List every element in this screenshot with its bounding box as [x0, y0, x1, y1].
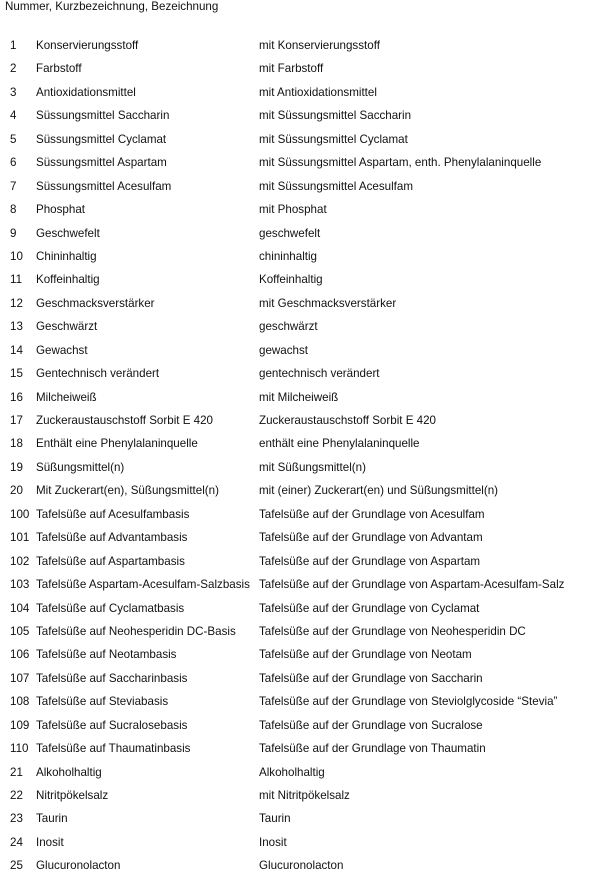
list-item [0, 620, 592, 643]
item-short-name: Tafelsüße auf Saccharinbasis [36, 671, 188, 685]
list-item [0, 386, 592, 409]
item-number: 6 [10, 156, 17, 170]
item-description: Tafelsüße auf der Grundlage von Cyclamat [259, 601, 480, 615]
item-number: 12 [10, 296, 23, 310]
item-description: Glucuronolacton [259, 859, 344, 873]
item-description: mit Phosphat [259, 203, 327, 217]
item-number: 16 [10, 390, 23, 404]
item-description: mit (einer) Zuckerart(en) und Süßungsmittel(n) [259, 484, 499, 498]
list-item [0, 526, 592, 549]
item-description: chininhaltig [259, 249, 318, 263]
item-short-name: Nitritpökelsalz [36, 789, 109, 802]
item-description: Koffeinhaltig [259, 273, 323, 287]
item-number: 11 [10, 273, 23, 287]
item-number: 3 [10, 85, 17, 99]
item-number: 21 [10, 765, 23, 779]
column-header: Nummer, Kurzbezeichnung, Bezeichnung [5, 0, 219, 13]
item-short-name: Süssungsmittel Cyclamat [36, 132, 167, 146]
item-description: Tafelsüße auf der Grundlage von Thaumatin [259, 742, 486, 756]
item-number: 7 [10, 179, 17, 193]
list-item [0, 104, 592, 127]
item-short-name: Enthält eine Phenylalaninquelle [36, 437, 198, 451]
item-number: 108 [10, 695, 30, 709]
list-item [0, 643, 592, 666]
item-number: 107 [10, 671, 30, 685]
item-description: Taurin [259, 812, 291, 826]
list-item [0, 409, 592, 432]
item-short-name: Tafelsüße auf Thaumatinbasis [36, 742, 191, 756]
item-description: mit Konservierungsstoff [259, 39, 380, 52]
item-number: 20 [10, 484, 23, 498]
list-item [0, 550, 592, 573]
list-item [0, 831, 592, 854]
item-number: 14 [10, 343, 23, 357]
item-short-name: Süssungsmittel Aspartam [36, 156, 167, 170]
item-number: 103 [10, 578, 30, 592]
item-short-name: Geschwärzt [36, 320, 98, 334]
list-item [0, 151, 592, 174]
list-item [0, 597, 592, 620]
item-number: 2 [10, 62, 17, 76]
item-short-name: Süßungsmittel(n) [36, 460, 125, 474]
item-description: Tafelsüße auf der Grundlage von Saccharin [259, 671, 483, 685]
item-short-name: Mit Zuckerart(en), Süßungsmittel(n) [36, 484, 219, 498]
item-short-name: Koffeinhaltig [36, 273, 100, 287]
list-item [0, 57, 592, 80]
item-description: Zuckeraustauschstoff Sorbit E 420 [259, 414, 437, 427]
list-item [0, 245, 592, 268]
item-description: mit Geschmacksverstärker [259, 296, 397, 310]
item-description: Tafelsüße auf der Grundlage von Sucralose [259, 718, 483, 732]
item-number: 104 [10, 601, 30, 615]
item-short-name: Tafelsüße auf Steviabasis [36, 695, 169, 709]
item-description: mit Süssungsmittel Acesulfam [259, 179, 413, 193]
item-number: 106 [10, 648, 30, 662]
item-description: mit Antioxidationsmittel [259, 85, 377, 99]
item-description: Alkoholhaltig [259, 765, 325, 779]
item-number: 13 [10, 320, 23, 334]
item-number: 5 [10, 132, 17, 146]
item-number: 22 [10, 789, 23, 802]
item-description: mit Milcheiweiß [259, 390, 339, 404]
item-description: Tafelsüße auf der Grundlage von Neotam [259, 648, 472, 662]
item-description: Inosit [259, 835, 287, 849]
item-number: 100 [10, 507, 30, 521]
list-item [0, 667, 592, 690]
item-short-name: Geschwefelt [36, 226, 100, 240]
item-description: Tafelsüße auf der Grundlage von Advantam [259, 531, 483, 545]
item-short-name: Süssungsmittel Saccharin [36, 109, 170, 123]
item-number: 24 [10, 835, 23, 849]
item-short-name: Tafelsüße auf Neohesperidin DC-Basis [36, 624, 236, 638]
list-item [0, 456, 592, 479]
item-number: 25 [10, 859, 23, 873]
item-description: gewachst [259, 343, 308, 357]
list-item [0, 128, 592, 151]
item-description: Tafelsüße auf der Grundlage von Acesulfam [259, 507, 485, 521]
item-short-name: Gewachst [36, 343, 88, 357]
list-item [0, 34, 592, 57]
item-short-name: Alkoholhaltig [36, 765, 102, 779]
item-description: mit Farbstoff [259, 62, 324, 76]
list-item [0, 339, 592, 362]
item-short-name: Konservierungsstoff [36, 39, 139, 52]
item-short-name: Tafelsüße auf Sucralosebasis [36, 718, 188, 732]
item-short-name: Chininhaltig [36, 249, 97, 263]
list-item [0, 854, 592, 877]
list-item [0, 761, 592, 784]
list-item [0, 784, 592, 807]
item-description: mit Nitritpökelsalz [259, 789, 350, 802]
item-number: 23 [10, 812, 23, 826]
list-item [0, 714, 592, 737]
item-short-name: Inosit [36, 835, 64, 849]
item-number: 17 [10, 414, 23, 427]
item-description: Tafelsüße auf der Grundlage von Aspartam [259, 554, 481, 568]
item-number: 1 [10, 39, 17, 52]
item-description: geschwärzt [259, 320, 318, 334]
list-item [0, 362, 592, 385]
item-number: 8 [10, 203, 17, 217]
item-short-name: Zuckeraustauschstoff Sorbit E 420 [36, 414, 214, 427]
item-short-name: Glucuronolacton [36, 859, 121, 873]
item-short-name: Phosphat [36, 203, 85, 217]
list-item [0, 198, 592, 221]
list-item [0, 479, 592, 502]
item-short-name: Geschmacksverstärker [36, 296, 155, 310]
item-description: Tafelsüße auf der Grundlage von Steviolglycoside “Stevia” [259, 695, 558, 709]
item-number: 18 [10, 437, 23, 451]
item-number: 19 [10, 460, 23, 474]
list-item [0, 175, 592, 198]
list-item [0, 432, 592, 455]
list-item [0, 737, 592, 760]
item-number: 102 [10, 554, 30, 568]
item-number: 101 [10, 531, 30, 545]
item-description: mit Süssungsmittel Cyclamat [259, 132, 408, 146]
item-number: 15 [10, 367, 23, 381]
list-item [0, 292, 592, 315]
item-description: geschwefelt [259, 226, 321, 240]
item-description: gentechnisch verändert [259, 367, 380, 381]
item-description: Tafelsüße auf der Grundlage von Neohesperidin DC [259, 624, 526, 638]
list-item [0, 807, 592, 830]
item-description: enthält eine Phenylalaninquelle [259, 437, 420, 451]
item-number: 109 [10, 718, 30, 732]
item-number: 10 [10, 249, 23, 263]
item-number: 105 [10, 624, 30, 638]
item-short-name: Tafelsüße auf Cyclamatbasis [36, 601, 185, 615]
item-number: 110 [10, 742, 29, 756]
item-description: mit Süßungsmittel(n) [259, 460, 366, 474]
item-short-name: Farbstoff [36, 62, 82, 76]
item-short-name: Gentechnisch verändert [36, 367, 160, 381]
item-short-name: Süssungsmittel Acesulfam [36, 179, 172, 193]
list-item [0, 81, 592, 104]
list-item [0, 222, 592, 245]
additives-list [0, 34, 592, 878]
item-description: mit Süssungsmittel Aspartam, enth. Phenylalaninquelle [259, 156, 542, 170]
item-short-name: Tafelsüße auf Advantambasis [36, 531, 188, 545]
list-item [0, 690, 592, 713]
list-item [0, 315, 592, 338]
item-short-name: Tafelsüße Aspartam-Acesulfam-Salzbasis [36, 578, 250, 592]
item-number: 4 [10, 109, 17, 123]
list-item [0, 268, 592, 291]
item-short-name: Taurin [36, 812, 68, 826]
list-item [0, 573, 592, 596]
item-description: mit Süssungsmittel Saccharin [259, 109, 412, 123]
item-short-name: Tafelsüße auf Aspartambasis [36, 554, 185, 568]
list-item [0, 503, 592, 526]
item-short-name: Antioxidationsmittel [36, 85, 136, 99]
item-short-name: Tafelsüße auf Neotambasis [36, 648, 177, 662]
item-short-name: Milcheiweiß [36, 390, 97, 404]
item-number: 9 [10, 226, 17, 240]
item-short-name: Tafelsüße auf Acesulfambasis [36, 507, 190, 521]
item-description: Tafelsüße auf der Grundlage von Aspartam-Acesulfam-Salz [259, 578, 565, 592]
